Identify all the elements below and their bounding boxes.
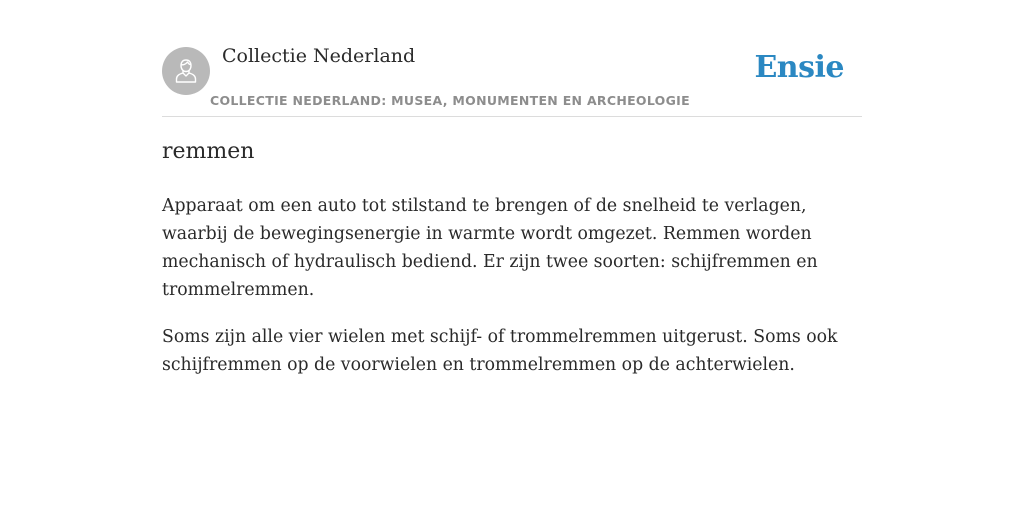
collection-label[interactable]: COLLECTIE NEDERLAND: MUSEA, MONUMENTEN EN ARCHEOLOGIE: [210, 93, 690, 108]
user-icon: [172, 57, 200, 85]
entry-paragraph: Soms zijn alle vier wielen met schijf- of trommelremmen uitgerust. Soms ook schijfremmen op de voorwielen en trommelremmen op de achterwielen.: [162, 327, 838, 375]
author-name[interactable]: Collectie Nederland: [222, 45, 416, 67]
entry-body: [162, 192, 862, 398]
entry-header: [162, 0, 862, 117]
ensie-logo[interactable]: Ensie: [754, 50, 844, 85]
avatar[interactable]: [162, 47, 210, 95]
entry-title: remmen: [162, 139, 255, 164]
entry-paragraph: Apparaat om een auto tot stilstand te brengen of de snelheid te verlagen, waarbij de bewegingsenergie in warmte wordt omgezet. Remmen worden mechanisch of hydraulisch bediend. Er zijn twee soorten: schijfremmen en trommelremmen.: [162, 196, 818, 300]
